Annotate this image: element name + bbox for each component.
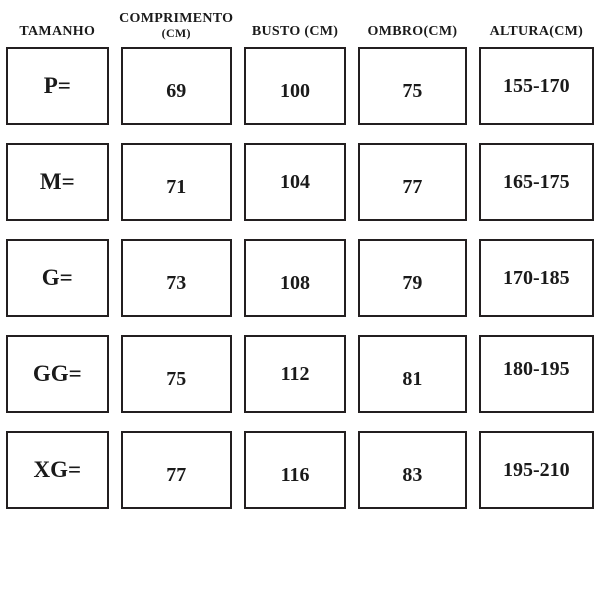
busto-value: 112 <box>244 335 346 413</box>
table-row <box>0 239 600 335</box>
altura-value: 195-210 <box>479 431 594 509</box>
cell-ombro <box>352 47 473 143</box>
ombro-value: 77 <box>358 143 467 221</box>
column-header-ombro-label: OMBRO(CM) <box>367 23 458 39</box>
ombro-value: 75 <box>358 47 467 125</box>
size-value: G= <box>6 239 109 317</box>
cell-comprimento <box>115 335 238 431</box>
size-chart-table <box>0 8 600 527</box>
table-row <box>0 47 600 143</box>
cell-busto <box>238 47 352 143</box>
cell-altura <box>473 47 600 143</box>
table-row <box>0 431 600 527</box>
column-header-tamanho-label: TAMANHO <box>19 23 96 39</box>
cell-altura <box>473 239 600 335</box>
cell-size <box>0 431 115 527</box>
comprimento-value: 77 <box>121 431 232 509</box>
cell-size <box>0 239 115 335</box>
table-body <box>0 47 600 527</box>
cell-comprimento <box>115 47 238 143</box>
busto-value: 116 <box>244 431 346 509</box>
cell-busto <box>238 239 352 335</box>
cell-altura <box>473 143 600 239</box>
busto-value: 108 <box>244 239 346 317</box>
cell-altura <box>473 431 600 527</box>
cell-comprimento <box>115 143 238 239</box>
column-header-ombro <box>352 8 473 47</box>
column-header-busto <box>238 8 352 47</box>
comprimento-value: 69 <box>121 47 232 125</box>
cell-busto <box>238 431 352 527</box>
column-header-tamanho <box>0 8 115 47</box>
size-value: M= <box>6 143 109 221</box>
column-header-busto-label: BUSTO (CM) <box>251 23 339 39</box>
busto-value: 104 <box>244 143 346 221</box>
table-row <box>0 335 600 431</box>
altura-value: 165-175 <box>479 143 594 221</box>
cell-comprimento <box>115 431 238 527</box>
cell-comprimento <box>115 239 238 335</box>
ombro-value: 79 <box>358 239 467 317</box>
cell-busto <box>238 143 352 239</box>
table-header-row <box>0 8 600 47</box>
ombro-value: 81 <box>358 335 467 413</box>
cell-size <box>0 47 115 143</box>
column-header-altura <box>473 8 600 47</box>
cell-altura <box>473 335 600 431</box>
table-row <box>0 143 600 239</box>
altura-value: 180-195 <box>479 335 594 413</box>
busto-value: 100 <box>244 47 346 125</box>
cell-size <box>0 143 115 239</box>
cell-ombro <box>352 143 473 239</box>
cell-ombro <box>352 431 473 527</box>
size-value: GG= <box>6 335 109 413</box>
altura-value: 155-170 <box>479 47 594 125</box>
column-header-comprimento-unit: (CM) <box>161 25 191 40</box>
column-header-altura-label: ALTURA(CM) <box>489 23 584 39</box>
cell-ombro <box>352 239 473 335</box>
comprimento-value: 75 <box>121 335 232 413</box>
size-value: P= <box>6 47 109 125</box>
size-value: XG= <box>6 431 109 509</box>
cell-size <box>0 335 115 431</box>
cell-ombro <box>352 335 473 431</box>
cell-busto <box>238 335 352 431</box>
comprimento-value: 73 <box>121 239 232 317</box>
column-header-comprimento-label: COMPRIMENTO <box>119 11 234 26</box>
column-header-comprimento <box>115 8 238 47</box>
altura-value: 170-185 <box>479 239 594 317</box>
ombro-value: 83 <box>358 431 467 509</box>
comprimento-value: 71 <box>121 143 232 221</box>
